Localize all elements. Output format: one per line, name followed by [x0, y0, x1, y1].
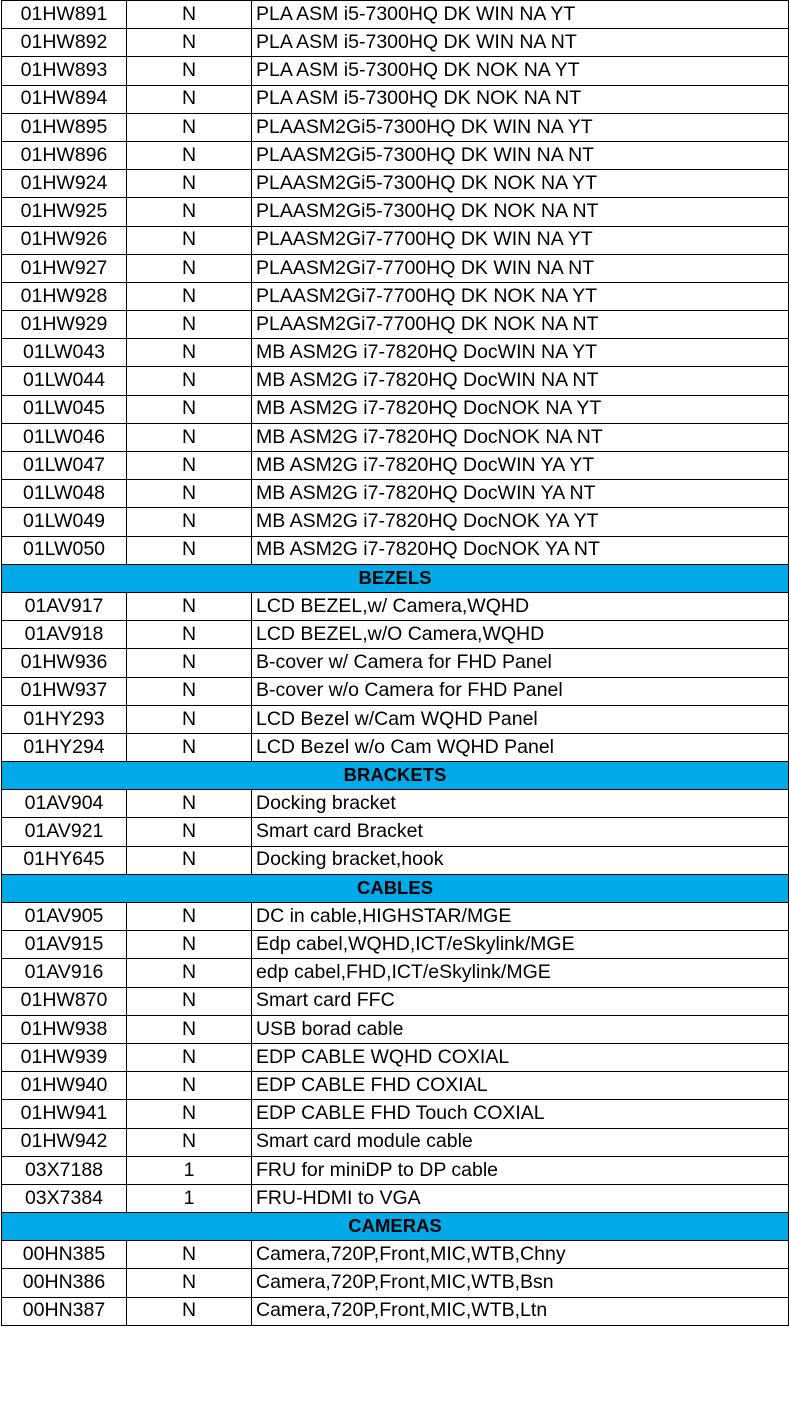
section-header-row: [2, 564, 789, 592]
cru-cell: N: [127, 987, 252, 1015]
table-row: [2, 1, 789, 29]
cru-cell: N: [127, 1128, 252, 1156]
table-row: [2, 536, 789, 564]
description-cell: PLA ASM i5-7300HQ DK WIN NA YT: [252, 1, 789, 29]
table-row: [2, 931, 789, 959]
table-row: [2, 959, 789, 987]
cru-cell: N: [127, 339, 252, 367]
part-number-cell: 01AV918: [2, 621, 127, 649]
section-header-row: [2, 762, 789, 790]
description-cell: Camera,720P,Front,MIC,WTB,Chny: [252, 1241, 789, 1269]
description-cell: LCD Bezel w/o Cam WQHD Panel: [252, 733, 789, 761]
part-number-cell: 01AV905: [2, 903, 127, 931]
cru-cell: N: [127, 1043, 252, 1071]
description-cell: PLAASM2Gi5-7300HQ DK NOK NA NT: [252, 198, 789, 226]
cru-cell: N: [127, 1015, 252, 1043]
table-row: [2, 1015, 789, 1043]
cru-cell: N: [127, 395, 252, 423]
part-number-cell: 01HY294: [2, 733, 127, 761]
description-cell: PLA ASM i5-7300HQ DK NOK NA NT: [252, 85, 789, 113]
cru-cell: N: [127, 1297, 252, 1325]
table-row: [2, 395, 789, 423]
part-number-cell: 01LW046: [2, 423, 127, 451]
cru-cell: N: [127, 367, 252, 395]
table-row: [2, 282, 789, 310]
table-row: [2, 1072, 789, 1100]
table-row: [2, 705, 789, 733]
description-cell: LCD BEZEL,w/ Camera,WQHD: [252, 592, 789, 620]
cru-cell: N: [127, 733, 252, 761]
description-cell: MB ASM2G i7-7820HQ DocWIN YA NT: [252, 480, 789, 508]
table-row: [2, 85, 789, 113]
table-row: [2, 254, 789, 282]
parts-table-body: [2, 1, 789, 1326]
table-row: [2, 452, 789, 480]
table-row: [2, 1184, 789, 1212]
part-number-cell: 01HW893: [2, 57, 127, 85]
table-row: [2, 170, 789, 198]
cru-cell: N: [127, 903, 252, 931]
cru-cell: N: [127, 705, 252, 733]
part-number-cell: 01LW045: [2, 395, 127, 423]
part-number-cell: 01LW047: [2, 452, 127, 480]
table-row: [2, 846, 789, 874]
table-row: [2, 592, 789, 620]
description-cell: EDP CABLE WQHD COXIAL: [252, 1043, 789, 1071]
description-cell: EDP CABLE FHD Touch COXIAL: [252, 1100, 789, 1128]
description-cell: MB ASM2G i7-7820HQ DocNOK YA NT: [252, 536, 789, 564]
description-cell: MB ASM2G i7-7820HQ DocWIN NA NT: [252, 367, 789, 395]
table-row: [2, 226, 789, 254]
description-cell: Edp cabel,WQHD,ICT/eSkylink/MGE: [252, 931, 789, 959]
description-cell: Docking bracket: [252, 790, 789, 818]
table-row: [2, 113, 789, 141]
cru-cell: N: [127, 226, 252, 254]
part-number-cell: 01HY645: [2, 846, 127, 874]
cru-cell: N: [127, 113, 252, 141]
table-row: [2, 1269, 789, 1297]
cru-cell: N: [127, 254, 252, 282]
cru-cell: N: [127, 452, 252, 480]
description-cell: Smart card FFC: [252, 987, 789, 1015]
cru-cell: N: [127, 29, 252, 57]
part-number-cell: 01HW926: [2, 226, 127, 254]
part-number-cell: 01HW929: [2, 311, 127, 339]
part-number-cell: 01LW049: [2, 508, 127, 536]
section-title: BEZELS: [2, 564, 789, 592]
table-row: [2, 733, 789, 761]
description-cell: PLAASM2Gi5-7300HQ DK NOK NA YT: [252, 170, 789, 198]
part-number-cell: 01LW044: [2, 367, 127, 395]
part-number-cell: 01HW895: [2, 113, 127, 141]
part-number-cell: 00HN385: [2, 1241, 127, 1269]
cru-cell: N: [127, 818, 252, 846]
part-number-cell: 03X7384: [2, 1184, 127, 1212]
description-cell: Smart card Bracket: [252, 818, 789, 846]
cru-cell: N: [127, 57, 252, 85]
description-cell: MB ASM2G i7-7820HQ DocNOK YA YT: [252, 508, 789, 536]
description-cell: LCD Bezel w/Cam WQHD Panel: [252, 705, 789, 733]
cru-cell: N: [127, 621, 252, 649]
description-cell: edp cabel,FHD,ICT/eSkylink/MGE: [252, 959, 789, 987]
table-row: [2, 1043, 789, 1071]
description-cell: PLA ASM i5-7300HQ DK WIN NA NT: [252, 29, 789, 57]
table-row: [2, 57, 789, 85]
cru-cell: N: [127, 198, 252, 226]
part-number-cell: 01HW925: [2, 198, 127, 226]
table-row: [2, 423, 789, 451]
description-cell: PLA ASM i5-7300HQ DK NOK NA YT: [252, 57, 789, 85]
description-cell: PLAASM2Gi7-7700HQ DK NOK NA NT: [252, 311, 789, 339]
section-title: BRACKETS: [2, 762, 789, 790]
part-number-cell: 00HN386: [2, 1269, 127, 1297]
part-number-cell: 01HW896: [2, 141, 127, 169]
table-row: [2, 1100, 789, 1128]
table-row: [2, 339, 789, 367]
part-number-cell: 01HW892: [2, 29, 127, 57]
description-cell: EDP CABLE FHD COXIAL: [252, 1072, 789, 1100]
part-number-cell: 01HW942: [2, 1128, 127, 1156]
description-cell: MB ASM2G i7-7820HQ DocNOK NA NT: [252, 423, 789, 451]
part-number-cell: 01LW050: [2, 536, 127, 564]
cru-cell: N: [127, 480, 252, 508]
part-number-cell: 01HW928: [2, 282, 127, 310]
section-title: CABLES: [2, 874, 789, 902]
table-row: [2, 621, 789, 649]
table-row: [2, 1156, 789, 1184]
description-cell: B-cover w/ Camera for FHD Panel: [252, 649, 789, 677]
cru-cell: N: [127, 1100, 252, 1128]
description-cell: PLAASM2Gi5-7300HQ DK WIN NA NT: [252, 141, 789, 169]
table-row: [2, 1241, 789, 1269]
table-row: [2, 141, 789, 169]
table-row: [2, 480, 789, 508]
part-number-cell: 03X7188: [2, 1156, 127, 1184]
part-number-cell: 01HW939: [2, 1043, 127, 1071]
part-number-cell: 01HW941: [2, 1100, 127, 1128]
part-number-cell: 01HW936: [2, 649, 127, 677]
description-cell: PLAASM2Gi5-7300HQ DK WIN NA YT: [252, 113, 789, 141]
description-cell: PLAASM2Gi7-7700HQ DK NOK NA YT: [252, 282, 789, 310]
cru-cell: N: [127, 1072, 252, 1100]
cru-cell: N: [127, 311, 252, 339]
part-number-cell: 01HW924: [2, 170, 127, 198]
table-row: [2, 649, 789, 677]
part-number-cell: 01LW048: [2, 480, 127, 508]
description-cell: B-cover w/o Camera for FHD Panel: [252, 677, 789, 705]
part-number-cell: 01HW870: [2, 987, 127, 1015]
table-row: [2, 198, 789, 226]
description-cell: PLAASM2Gi7-7700HQ DK WIN NA YT: [252, 226, 789, 254]
part-number-cell: 01AV917: [2, 592, 127, 620]
description-cell: MB ASM2G i7-7820HQ DocWIN NA YT: [252, 339, 789, 367]
description-cell: FRU for miniDP to DP cable: [252, 1156, 789, 1184]
description-cell: DC in cable,HIGHSTAR/MGE: [252, 903, 789, 931]
cru-cell: N: [127, 846, 252, 874]
cru-cell: N: [127, 790, 252, 818]
cru-cell: N: [127, 536, 252, 564]
description-cell: LCD BEZEL,w/O Camera,WQHD: [252, 621, 789, 649]
table-row: [2, 677, 789, 705]
cru-cell: 1: [127, 1156, 252, 1184]
section-title: CAMERAS: [2, 1213, 789, 1241]
description-cell: Smart card module cable: [252, 1128, 789, 1156]
cru-cell: N: [127, 423, 252, 451]
cru-cell: N: [127, 1, 252, 29]
cru-cell: N: [127, 677, 252, 705]
cru-cell: N: [127, 649, 252, 677]
description-cell: Docking bracket,hook: [252, 846, 789, 874]
description-cell: USB borad cable: [252, 1015, 789, 1043]
description-cell: PLAASM2Gi7-7700HQ DK WIN NA NT: [252, 254, 789, 282]
parts-table: [1, 0, 789, 1326]
description-cell: Camera,720P,Front,MIC,WTB,Ltn: [252, 1297, 789, 1325]
table-row: [2, 790, 789, 818]
cru-cell: N: [127, 1269, 252, 1297]
table-row: [2, 367, 789, 395]
part-number-cell: 01AV915: [2, 931, 127, 959]
part-number-cell: 00HN387: [2, 1297, 127, 1325]
part-number-cell: 01HY293: [2, 705, 127, 733]
cru-cell: N: [127, 931, 252, 959]
table-row: [2, 508, 789, 536]
cru-cell: N: [127, 1241, 252, 1269]
table-row: [2, 987, 789, 1015]
table-row: [2, 1297, 789, 1325]
cru-cell: N: [127, 508, 252, 536]
part-number-cell: 01HW940: [2, 1072, 127, 1100]
part-number-cell: 01LW043: [2, 339, 127, 367]
cru-cell: 1: [127, 1184, 252, 1212]
description-cell: FRU-HDMI to VGA: [252, 1184, 789, 1212]
table-row: [2, 818, 789, 846]
cru-cell: N: [127, 170, 252, 198]
cru-cell: N: [127, 592, 252, 620]
part-number-cell: 01AV904: [2, 790, 127, 818]
section-header-row: [2, 874, 789, 902]
part-number-cell: 01HW938: [2, 1015, 127, 1043]
table-row: [2, 903, 789, 931]
part-number-cell: 01HW891: [2, 1, 127, 29]
cru-cell: N: [127, 141, 252, 169]
part-number-cell: 01AV916: [2, 959, 127, 987]
part-number-cell: 01HW937: [2, 677, 127, 705]
table-row: [2, 1128, 789, 1156]
cru-cell: N: [127, 282, 252, 310]
description-cell: MB ASM2G i7-7820HQ DocWIN YA YT: [252, 452, 789, 480]
table-row: [2, 311, 789, 339]
part-number-cell: 01HW927: [2, 254, 127, 282]
section-header-row: [2, 1213, 789, 1241]
table-row: [2, 29, 789, 57]
part-number-cell: 01HW894: [2, 85, 127, 113]
part-number-cell: 01AV921: [2, 818, 127, 846]
description-cell: MB ASM2G i7-7820HQ DocNOK NA YT: [252, 395, 789, 423]
description-cell: Camera,720P,Front,MIC,WTB,Bsn: [252, 1269, 789, 1297]
cru-cell: N: [127, 85, 252, 113]
cru-cell: N: [127, 959, 252, 987]
